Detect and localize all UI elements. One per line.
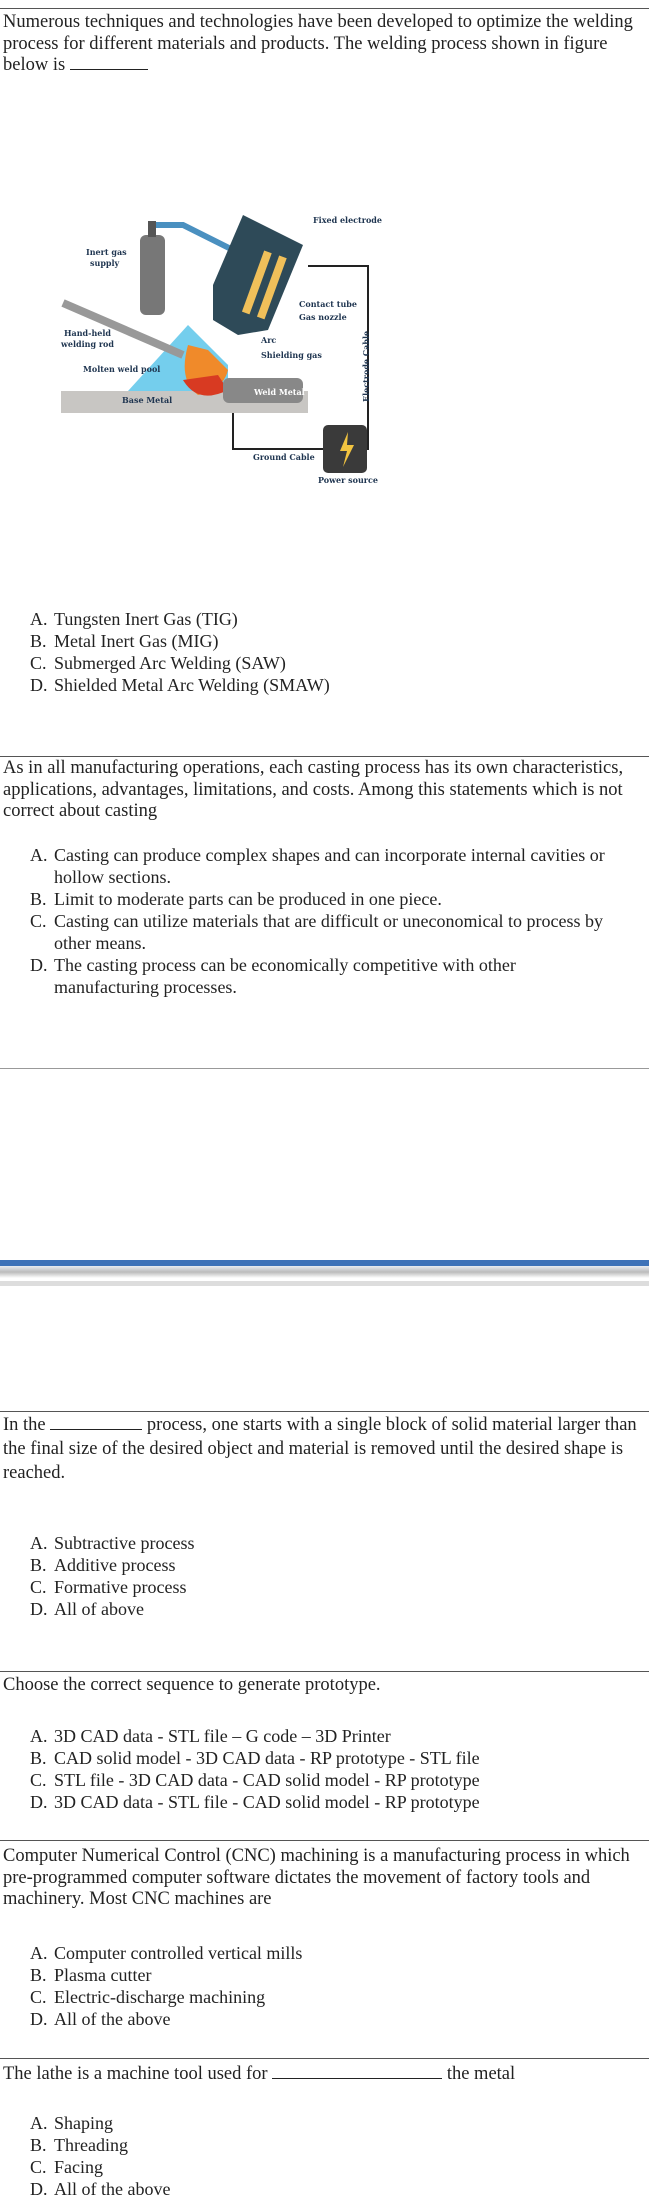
option-d[interactable] — [30, 674, 330, 696]
option-text: All of the above — [54, 2179, 171, 2199]
divider — [0, 1411, 649, 1412]
option-letter: A. — [30, 2113, 48, 2133]
option-text: Computer controlled vertical mills — [54, 1943, 303, 1963]
option-letter: D. — [30, 2009, 48, 2029]
option-letter: A. — [30, 1943, 48, 1963]
option-a[interactable] — [30, 1532, 194, 1554]
option-text: Tungsten Inert Gas (TIG) — [54, 609, 238, 629]
option-letter: A. — [30, 845, 48, 865]
option-letter: C. — [30, 2157, 47, 2177]
option-d[interactable] — [30, 1791, 480, 1813]
label-supply: supply — [90, 258, 120, 268]
option-letter: C. — [30, 1770, 47, 1790]
question-6-text: The lathe is a machine tool used for the metal — [3, 2064, 516, 2084]
option-letter: D. — [30, 955, 48, 975]
label-gas-nozzle: Gas nozzle — [299, 312, 347, 322]
option-text: Casting can produce complex shapes and can incorporate internal cavities or hollow sections. — [54, 845, 605, 887]
question-2-options — [30, 844, 610, 998]
option-text: Electric-discharge machining — [54, 1987, 266, 2007]
option-letter: D. — [30, 1599, 48, 1619]
option-letter: B. — [30, 2135, 47, 2155]
option-b[interactable] — [30, 1554, 194, 1576]
option-letter: A. — [30, 1533, 48, 1553]
option-text: STL file - 3D CAD data - CAD solid model - RP prototype — [54, 1770, 480, 1790]
option-text: Threading — [54, 2135, 128, 2155]
label-inert-gas: Inert gas — [86, 247, 127, 257]
option-letter: B. — [30, 889, 47, 909]
option-text: Metal Inert Gas (MIG) — [54, 631, 219, 651]
option-letter: D. — [30, 1792, 48, 1812]
label-contact-tube: Contact tube — [299, 299, 357, 309]
answer-blank — [272, 2064, 442, 2079]
option-letter: C. — [30, 1987, 47, 2007]
option-letter: C. — [30, 911, 47, 931]
answer-blank — [70, 55, 148, 70]
option-text: All of the above — [54, 2009, 171, 2029]
answer-blank — [50, 1415, 142, 1430]
option-letter: A. — [30, 1726, 48, 1746]
option-letter: B. — [30, 1555, 47, 1575]
option-text: All of above — [54, 1599, 144, 1619]
label-electrode-cable: Electrode Cable — [361, 330, 371, 402]
option-b[interactable] — [30, 2134, 170, 2156]
label-molten-weld-pool: Molten weld pool — [83, 364, 161, 374]
option-text: Formative process — [54, 1577, 187, 1597]
option-c[interactable] — [30, 652, 330, 674]
option-letter: D. — [30, 2179, 48, 2199]
option-d[interactable] — [30, 2008, 302, 2030]
option-b[interactable] — [30, 888, 610, 910]
option-c[interactable] — [30, 2156, 170, 2178]
question-5-options — [30, 1942, 302, 2030]
divider — [0, 1068, 649, 1069]
label-welding-rod: welding rod — [61, 339, 114, 349]
label-base-metal: Base Metal — [122, 395, 173, 405]
option-c[interactable] — [30, 1576, 194, 1598]
option-letter: A. — [30, 609, 48, 629]
question-4-options — [30, 1725, 480, 1813]
option-text: CAD solid model - 3D CAD data - RP prototype - STL file — [54, 1748, 480, 1768]
option-letter: C. — [30, 653, 47, 673]
divider — [0, 1671, 649, 1672]
label-fixed-electrode: Fixed electrode — [313, 215, 382, 225]
option-c[interactable] — [30, 1986, 302, 2008]
question-6-options — [30, 2112, 170, 2200]
option-b[interactable] — [30, 1964, 302, 1986]
option-text: Shaping — [54, 2113, 114, 2133]
question-1-text: Numerous techniques and technologies have been developed to optimize the welding process for different materials and products. The welding process shown in figure below is — [3, 12, 633, 75]
option-d[interactable] — [30, 954, 610, 998]
option-letter: D. — [30, 675, 48, 695]
option-c[interactable] — [30, 910, 610, 954]
question-3-text: In the process, one starts with a single block of solid material larger than the final size of the desired object and material is removed until the desired shape is reached. — [3, 1415, 637, 1483]
divider — [0, 2058, 649, 2059]
option-a[interactable] — [30, 1725, 480, 1747]
question-4-text: Choose the correct sequence to generate prototype. — [3, 1675, 381, 1695]
question-1-options — [30, 608, 330, 696]
option-a[interactable] — [30, 2112, 170, 2134]
option-text: The casting process can be economically competitive with other manufacturing processes. — [54, 955, 516, 997]
option-a[interactable] — [30, 608, 330, 630]
label-power-source: Power source — [318, 475, 378, 485]
label-shielding-gas: Shielding gas — [261, 350, 322, 360]
option-text: Submerged Arc Welding (SAW) — [54, 653, 286, 673]
page-break-line — [0, 1281, 649, 1286]
question-5-text: Computer Numerical Control (CNC) machining is a manufacturing process in which pre-programmed computer software dictates the movement of factory tools and machinery. Most CNC machines are — [3, 1846, 630, 1909]
option-text: Subtractive process — [54, 1533, 195, 1553]
option-text: 3D CAD data - STL file – G code – 3D Printer — [54, 1726, 391, 1746]
option-text: Plasma cutter — [54, 1965, 152, 1985]
option-a[interactable] — [30, 844, 610, 888]
option-b[interactable] — [30, 630, 330, 652]
option-letter: B. — [30, 1748, 47, 1768]
divider — [0, 8, 649, 9]
option-text: Facing — [54, 2157, 103, 2177]
label-ground-cable: Ground Cable — [253, 452, 315, 462]
option-text: Limit to moderate parts can be produced in one piece. — [54, 889, 442, 909]
option-text: Shielded Metal Arc Welding (SMAW) — [54, 675, 330, 695]
label-hand-held: Hand-held — [64, 328, 112, 338]
page-break-shadow — [0, 1266, 649, 1278]
option-letter: B. — [30, 631, 47, 651]
option-c[interactable] — [30, 1769, 480, 1791]
option-a[interactable] — [30, 1942, 302, 1964]
question-3-options — [30, 1532, 194, 1620]
weld-metal-label: Weld Metal — [254, 387, 305, 397]
welding-diagram — [58, 205, 388, 490]
question-2-text: As in all manufacturing operations, each casting process has its own characteristics, applications, advantages, limitations, and costs. Among this statements which is not correct about casting — [3, 758, 624, 821]
divider — [0, 1840, 649, 1841]
divider — [0, 756, 649, 757]
label-arc: Arc — [261, 335, 277, 345]
option-d[interactable] — [30, 2178, 170, 2200]
option-letter: C. — [30, 1577, 47, 1597]
option-text: Casting can utilize materials that are difficult or uneconomical to process by other means. — [54, 911, 603, 953]
option-letter: B. — [30, 1965, 47, 1985]
option-d[interactable] — [30, 1598, 194, 1620]
option-b[interactable] — [30, 1747, 480, 1769]
option-text: 3D CAD data - STL file - CAD solid model - RP prototype — [54, 1792, 480, 1812]
option-text: Additive process — [54, 1555, 176, 1575]
